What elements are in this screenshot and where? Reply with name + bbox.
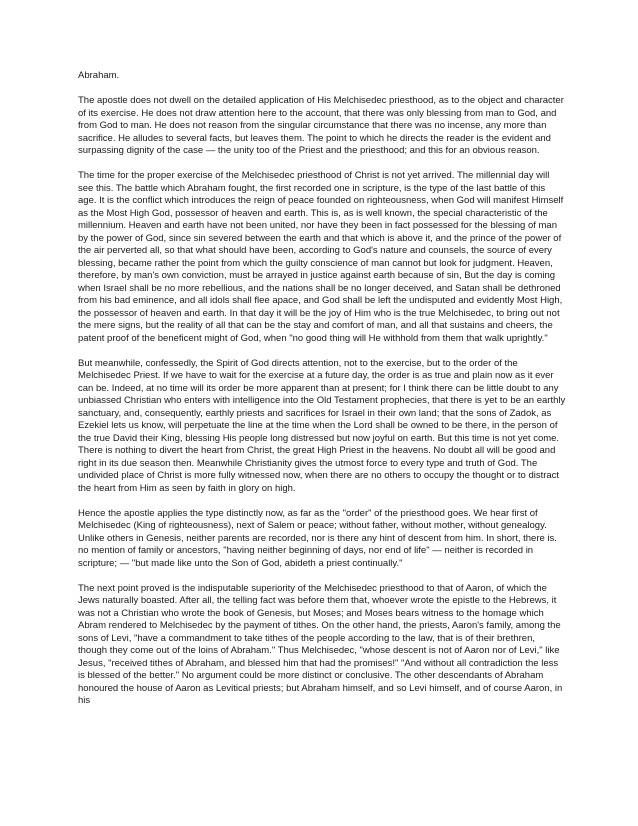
paragraph-5: The next point proved is the indisputable superiority of the Melchisedec priesthood to that of Aaron, of which the Jews naturally boasted. After all, the telling fact was before them that, whoever wrote the epistle to the Hebrews, it was not a Christian who wrote the book of Genesis, but Moses; and Moses bears witness to the homage which Abram rendered to Melchisedec by the payment of tithes. On the other hand, the priests, Aaron's family, among the sons of Levi, "have a commandment to take tithes of the people according to the law, that is of their brethren, though they come out of the loins of Abraham." Thus Melchisedec, "whose descent is not of Aaron nor of Levi," like Jesus, "received tithes of Abraham, and blessed him that had the promises!" "And without all contradiction the less is blessed of the better." No argument could be more distinct or conclusive. The other descendants of Abraham honoured the house of Aaron as Levitical priests; but Abraham himself, and so Levi himself, and of course Aaron, in his xyxy=(78,582,563,706)
paragraph-4: Hence the apostle applies the type distinctly now, as far as the "order" of the priesthood goes. We hear first of Melchisedec (King of righteousness), next of Salem or peace; without father, without mother, without genealogy. Unlike others in Genesis, neither parents are recorded, nor is there any hint of descent from him. In short, there is. no mention of family or ancestors, "having neither beginning of days, nor end of life" — neither is recorded in scripture; — "but made like unto the Son of God, abideth a priest continually." xyxy=(78,507,557,569)
paragraph-1: The apostle does not dwell on the detailed application of His Melchisedec priesthood, as to the object and character of its exercise. He does not draw attention here to the account, that there was only blessing from man to God, and from God to man. He does not reason from the singular circumstance that there was no incense, any more than sacrifice. He alludes to several facts, but leaves them. The point to which he directs the reader is the evident and surpassing dignity of the case — the unity too of the Priest and the priesthood; and this for an obvious reason. xyxy=(78,95,564,156)
section-heading: Abraham. xyxy=(78,70,120,81)
paragraph-3: But meanwhile, confessedly, the Spirit of God directs attention, not to the exercise, but to the order of the Melchisedec Priest. If we have to wait for the exercise at a future day, the order is as true and plain now as it ever can be. Indeed, at no time will its order be more apparent than at present; for I think there can be little doubt to any unbiassed Christian who enters with intelligence into the Old Testament prophecies, that there is yet to be an earthly sanctuary, and, consequently, earthly priests and sacrifices for Israel in their own land; that the sons of Zadok, as Ezekiel lets us know, will perpetuate the line at the time when the Lord shall be owned to be there, in the person of the true David their King, blessing His people long distressed but now joyful on earth. But this time is not yet come. There is nothing to divert the heart from Christ, the great High Priest in the heavens. No doubt all will be good and right in its due season then. Meanwhile Christianity gives the utmost force to every type and truth of God. The undivided place of Christ is more fully witnessed now, when there are no others to occupy the thought or to distract the heart from Him as seen by faith in glory on high. xyxy=(78,357,566,494)
document-page xyxy=(78,70,566,720)
paragraph-2: The time for the proper exercise of the Melchisedec priesthood of Christ is not yet arrived. The millennial day will see this. The battle which Abraham fought, the first recorded one in scripture, is the type of the last battle of this age. It is the conflict which introduces the reign of peace founded on righteousness, when God will manifest Himself as the Most High God, possessor of heaven and earth. This is, as is well known, the special characteristic of the millennium. Heaven and earth have not been united, nor have they been in fact possessed for the blessing of man by the power of God, since sin severed between the earth and that which is above it, and the prince of the power of the air perverted all, so that what should have been, according to God's nature and counsels, the source of every blessing, became rather the point from which the guilty conscience of man cannot but look for judgment. Heaven, therefore, by man's own conviction, must be arrayed in justice against earth because of sin, But the day is coming when Israel shall be no more rebellious, and the nations shall be no longer deceived, and Satan shall be dethroned from his bad eminence, and all idols shall flee apace, and God shall be left the undisputed and evidently Most High, the possessor of heaven and earth. In that day it will be the joy of Him who is the true Melchisedec, to bring out not the mere signs, but the reality of all that can be the stay and comfort of man, and all that sustains and cheers, the patent proof of the beneficent might of God, when "no good thing will He withhold from them that walk uprightly." xyxy=(78,170,564,344)
